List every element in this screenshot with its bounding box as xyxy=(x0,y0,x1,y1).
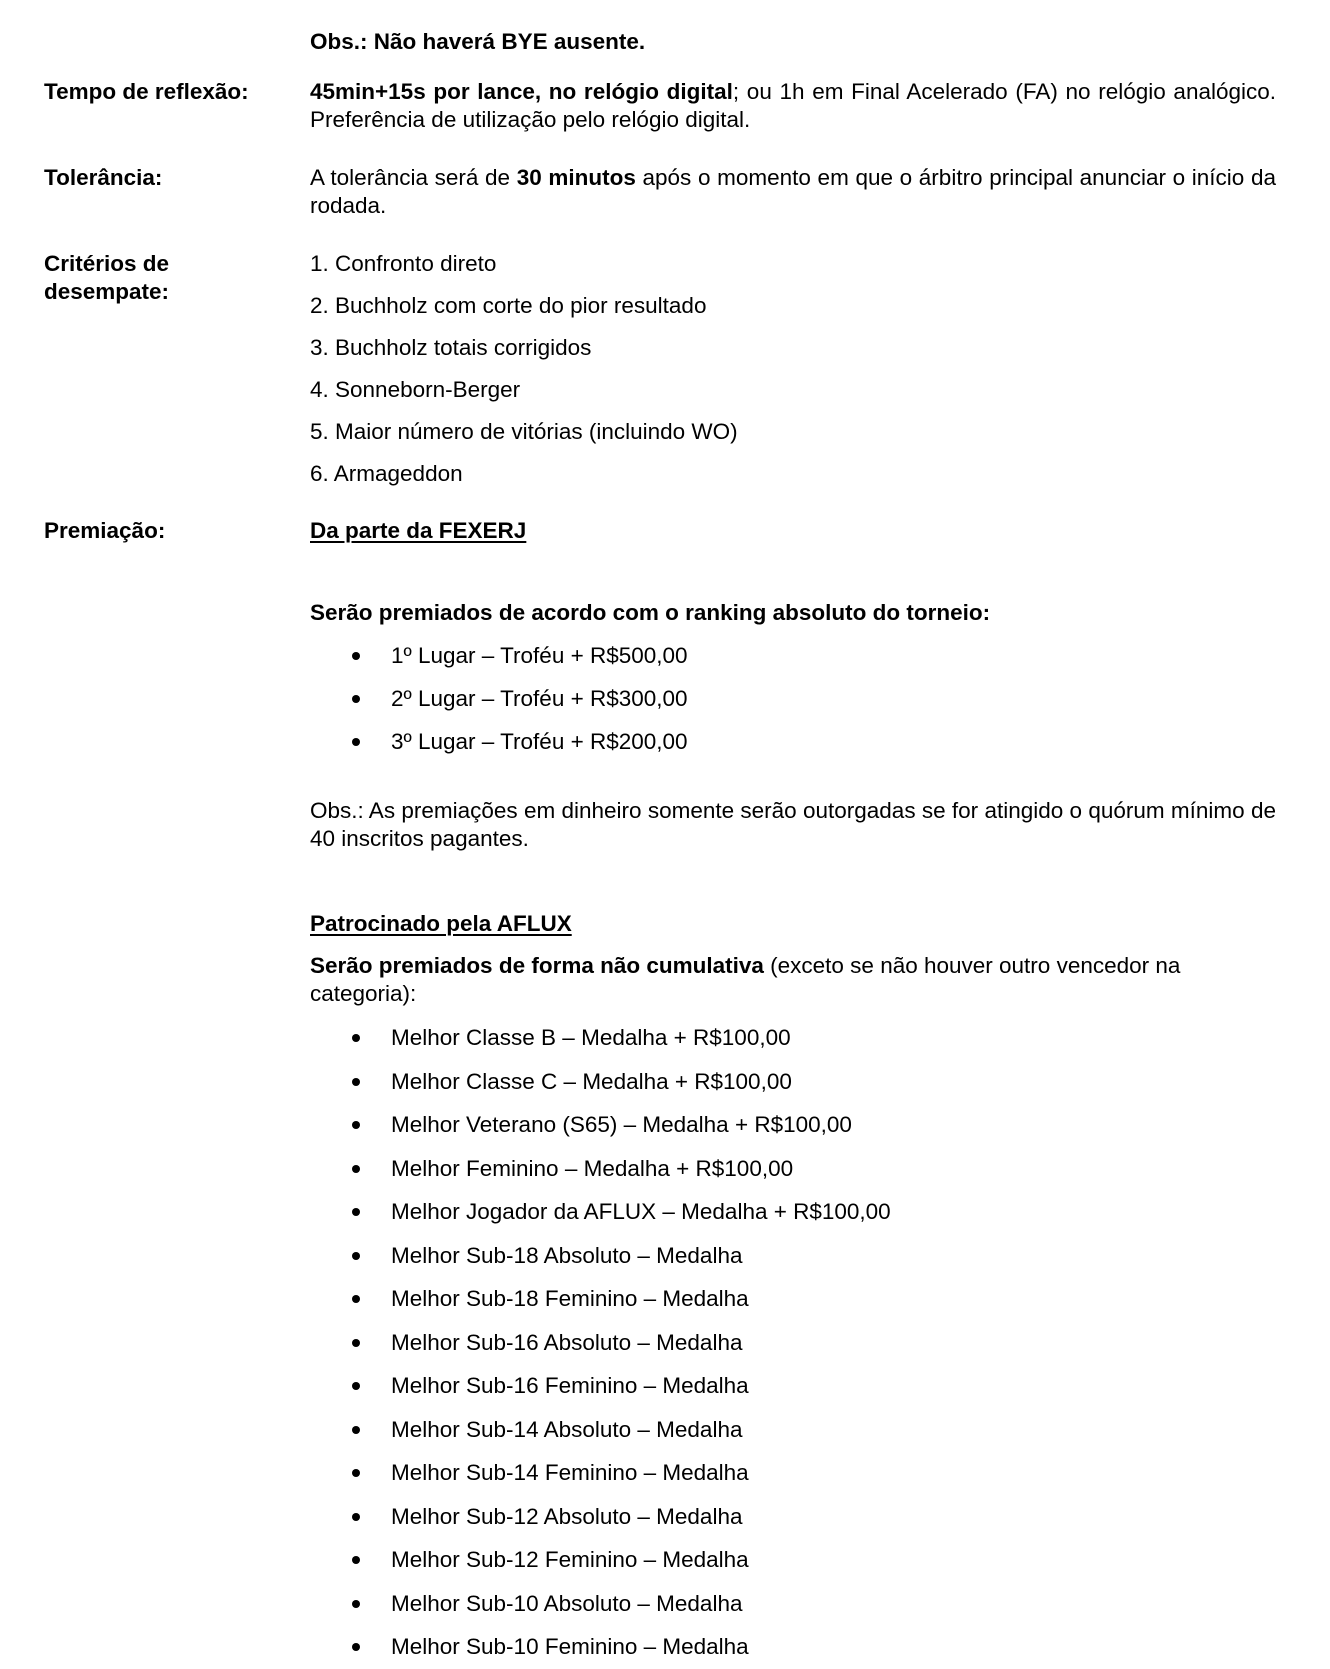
prize-text: 1º Lugar – Troféu + R$500,00 xyxy=(391,643,688,668)
tolerancia-label: Tolerância: xyxy=(44,165,163,190)
fexerj-intro: Serão premiados de acordo com o ranking absoluto do torneio: xyxy=(310,600,991,625)
tolerancia-after: após o momento em que o árbitro principal anunciar o início da rodada. xyxy=(310,165,1276,218)
prize-text: Melhor Sub-12 Feminino – Medalha xyxy=(391,1547,749,1572)
bullet-icon xyxy=(352,1208,360,1216)
prize-text: 2º Lugar – Troféu + R$300,00 xyxy=(391,686,688,711)
bullet-icon xyxy=(352,1469,360,1477)
fexerj-heading: Da parte da FEXERJ xyxy=(310,518,527,543)
criterio-item: 6. Armageddon xyxy=(310,461,463,486)
fexerj-obs: Obs.: As premiações em dinheiro somente serão outorgadas se for atingido o quórum mínimo de 40 inscritos pagantes. xyxy=(310,798,1276,851)
prize-text: Melhor Sub-16 Feminino – Medalha xyxy=(391,1373,749,1398)
section-tempo-reflexao xyxy=(44,78,1276,134)
bullet-icon xyxy=(352,1426,360,1434)
bullet-icon xyxy=(352,652,360,660)
prize-text: Melhor Sub-16 Absoluto – Medalha xyxy=(391,1329,743,1355)
tolerancia-before: A tolerância será de xyxy=(310,165,517,190)
section-tolerancia xyxy=(44,164,1276,220)
prize-text: Melhor Feminino – Medalha + R$100,00 xyxy=(391,1155,794,1181)
bullet-icon xyxy=(352,1339,360,1347)
bullet-icon xyxy=(352,1556,360,1564)
prize-text: Melhor Sub-10 Absoluto – Medalha xyxy=(391,1590,743,1616)
criterios-list xyxy=(310,250,1276,502)
bullet-icon xyxy=(352,1034,360,1042)
premiacao-label: Premiação: xyxy=(44,518,166,543)
bullet-icon xyxy=(352,695,360,703)
aflux-heading: Patrocinado pela AFLUX xyxy=(310,911,572,936)
criterios-label-line2: desempate: xyxy=(44,279,170,304)
bullet-icon xyxy=(352,1600,360,1608)
prize-text: Melhor Sub-14 Feminino – Medalha xyxy=(391,1460,749,1485)
tempo-label: Tempo de reflexão: xyxy=(44,79,249,104)
criterio-item: 3. Buchholz totais corrigidos xyxy=(310,335,592,360)
prize-text: Melhor Sub-18 Feminino – Medalha xyxy=(391,1286,749,1311)
criterios-label xyxy=(44,250,310,502)
tempo-rest: ; ou 1h em Final Acelerado (FA) no relógio analógico. Preferência de utilização pelo relógio digital. xyxy=(310,79,1277,132)
criterio-item: 4. Sonneborn-Berger xyxy=(310,377,521,402)
prize-text: Melhor Classe B – Medalha + R$100,00 xyxy=(391,1025,791,1050)
obs-bye-note: Obs.: Não haverá BYE ausente. xyxy=(310,29,646,54)
section-criterios xyxy=(44,250,1276,502)
criterio-item: 5. Maior número de vitórias (incluindo WO) xyxy=(310,419,738,444)
criterio-item: 2. Buchholz com corte do pior resultado xyxy=(310,293,707,318)
bullet-icon xyxy=(352,1165,360,1173)
prize-text: Melhor Sub-12 Absoluto – Medalha xyxy=(391,1503,743,1529)
prize-text: Melhor Jogador da AFLUX – Medalha + R$100,00 xyxy=(391,1199,891,1224)
criterio-item: 1. Confronto direto xyxy=(310,251,497,276)
tolerancia-bold: 30 minutos xyxy=(516,165,636,190)
prize-text: Melhor Veterano (S65) – Medalha + R$100,00 xyxy=(391,1112,852,1137)
bullet-icon xyxy=(352,1382,360,1390)
prize-text: Melhor Sub-14 Absoluto – Medalha xyxy=(391,1416,743,1442)
prize-text: Melhor Sub-18 Absoluto – Medalha xyxy=(391,1242,743,1268)
bullet-icon xyxy=(352,1513,360,1521)
tempo-bold: 45min+15s por lance, no relógio digital xyxy=(310,79,733,104)
tolerancia-content xyxy=(310,164,1276,220)
prize-text: 3º Lugar – Troféu + R$200,00 xyxy=(391,729,688,754)
bullet-icon xyxy=(352,1643,360,1651)
aflux-intro-rest: (exceto se não houver outro vencedor na categoria): xyxy=(310,953,1181,1006)
prize-text: Melhor Classe C – Medalha + R$100,00 xyxy=(391,1068,792,1094)
prize-text: Melhor Sub-10 Feminino – Medalha xyxy=(391,1634,749,1659)
bullet-icon xyxy=(352,738,360,746)
bullet-icon xyxy=(352,1295,360,1303)
criterios-label-line1: Critérios de xyxy=(44,251,170,276)
aflux-intro-bold: Serão premiados de forma não cumulativa xyxy=(310,953,764,978)
bullet-icon xyxy=(352,1078,360,1086)
aflux-intro xyxy=(310,952,1276,1008)
bullet-icon xyxy=(352,1121,360,1129)
bullet-icon xyxy=(352,1252,360,1260)
tempo-content xyxy=(310,78,1276,134)
